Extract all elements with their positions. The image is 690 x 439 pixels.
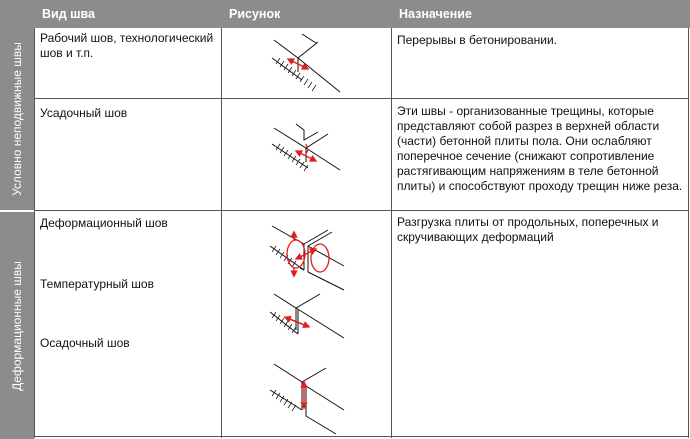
header-type: Вид шва [34,0,221,28]
temperature-joint-drawing [264,290,354,350]
working-joint-type: Рабочий шов, технологический шов и т.п. [40,31,214,60]
expansion-joint-type: Деформационный шов [40,216,168,230]
shrinkage-joint-type: Усадочный шов [40,106,128,120]
settlement-joint-type: Осадочный шов [40,336,130,350]
temperature-joint-type: Температурный шов [40,277,154,291]
settlement-joint-drawing [264,360,354,435]
header-purpose: Назначение [391,0,690,28]
grid-line [34,28,35,438]
shrinkage-joint-drawing [268,118,348,188]
deformation-joint-purpose: Разгрузка плиты от продольных, поперечных и скручивающих деформаций [397,215,659,244]
header-corner [0,0,34,28]
group-label-deformation-text: Деформационные швы [10,260,24,391]
working-joint-purpose: Перерывы в бетонировании. [397,33,557,47]
grid-line [34,98,689,99]
group-label-fixed-text: Условно неподвижные швы [10,42,24,196]
grid-line [34,210,689,211]
group-label-fixed [0,28,34,210]
grid-line [34,436,689,437]
header-figure: Рисунок [221,0,391,28]
group-label-deformation [0,211,34,439]
expansion-joint-drawing [264,220,354,290]
shrinkage-joint-purpose: Эти швы - организованные трещины, которые представляют собой разрез в верхней области (части) бетонной плиты пола. Они ослабляют поперечное сечение (снижают сопротивление растягивающим напряжениям в теле бетонной плиты) и способствуют проходу трещин ниже реза. [397,104,683,193]
grid-line [221,28,222,438]
working-joint-drawing [268,30,348,100]
grid-line [391,28,392,438]
grid-line [688,28,689,438]
